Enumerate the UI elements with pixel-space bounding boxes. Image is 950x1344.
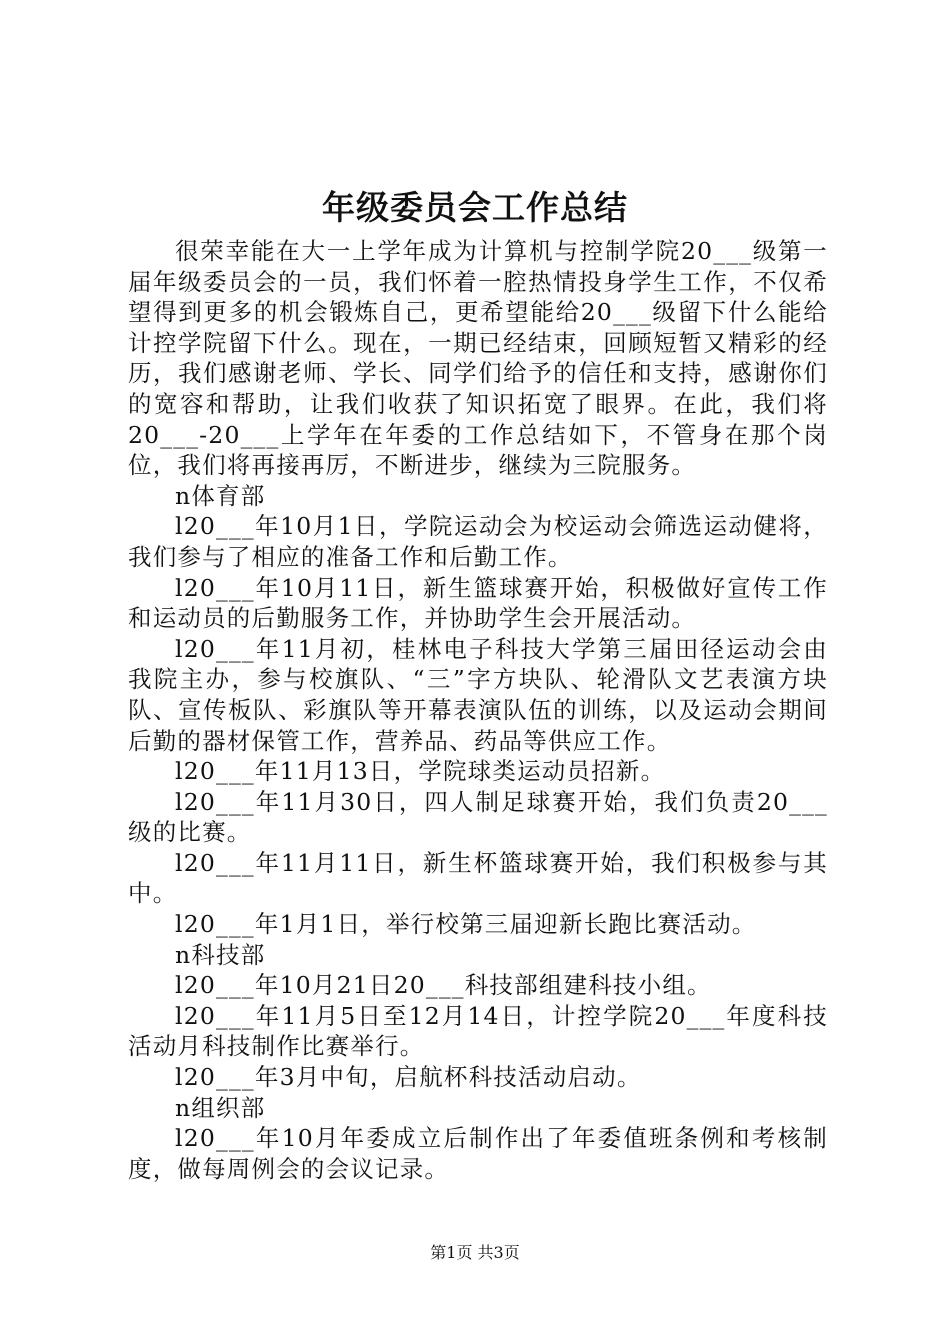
list-item: l20___年3月中旬，启航杯科技活动启动。 [175,1063,642,1092]
list-item: l20___年1月1日，举行校第三届迎新长跑比赛活动。 [175,910,757,939]
list-item: l20___年10月1日，学院运动会为校运动会筛选运动健将，我们参与了相应的准备工作和后勤工作。 [128,512,828,571]
section-heading-organization: n组织部 [175,1093,266,1122]
list-item: l20___年10月11日，新生篮球赛开始，积极做好宣传工作和运动员的后勤服务工作，并协助学生会开展活动。 [128,573,828,633]
list-item: l20___年10月21日20___科技部组建科技小组。 [175,971,712,1000]
list-item: l20___年10月年委成立后制作出了年委值班条例和考核制度，做每周例会的会议记录。 [128,1124,828,1183]
intro-paragraph: 很荣幸能在大一上学年成为计算机与控制学院20___级第一届年级委员会的一员，我们怀着一腔热情投身学生工作，不仅希望得到更多的机会锻炼自己，更希望能给20___级留下什么能给计控学院留下什么。现在，一期已经结束，回顾短暂又精彩的经历，我们感谢老师、学长、同学们给予的信任和支持，感谢你们的宽容和帮助，让我们收获了知识拓宽了眼界。在此，我们将20___-20___上学年在年委的工作总结如下，不管身在那个岗位，我们将再接再厉，不断进步，继续为三院服务。 [128,237,828,480]
document-body [128,236,828,1184]
list-item: l20___年11月11日，新生杯篮球赛开始，我们积极参与其中。 [128,848,828,908]
list-item: l20___年11月初，桂林电子科技大学第三届田径运动会由我院主办，参与校旗队、“三”字方块队、轮滑队文艺表演方块队、宣传板队、彩旗队等开幕表演队伍的训练，以及运动会期间后勤的器材保管工作，营养品、药品等供应工作。 [128,634,828,755]
list-item: l20___年11月13日，学院球类运动员招新。 [175,757,666,786]
section-heading-sports: n体育部 [175,481,266,510]
list-item: l20___年11月30日，四人制足球赛开始，我们负责20___级的比赛。 [128,787,828,847]
list-item: l20___年11月5日至12月14日，计控学院20___年度科技活动月科技制作比赛举行。 [128,1001,828,1061]
section-heading-tech: n科技部 [175,940,266,969]
page-footer: 第1页 共3页 [430,1243,520,1262]
document-title: 年级委员会工作总结 [322,188,628,227]
